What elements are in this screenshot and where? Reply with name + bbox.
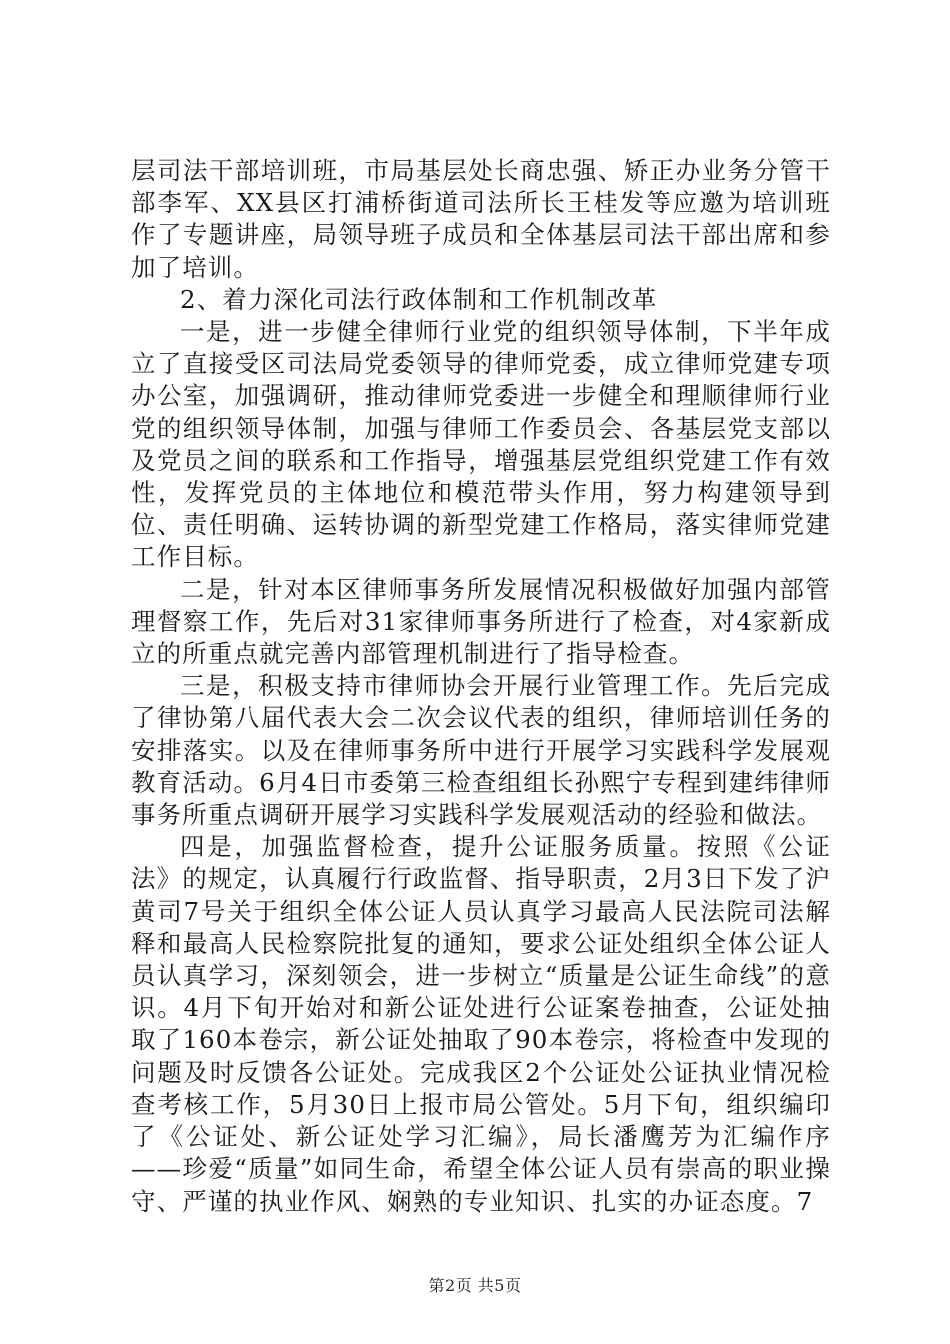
paragraph-item-one: 一是，进一步健全律师行业党的组织领导体制，下半年成立了直接受区司法局党委领导的律师党委，成立律师党建专项办公室，加强调研，推动律师党委进一步健全和理顺律师行业党的组织领导体制，加强与律师工作委员会、各基层党支部以及党员之间的联系和工作指导，增强基层党组织党建工作有效性，发挥党员的主体地位和模范带头作用，努力构建领导到位、责任明确、运转协调的新型党建工作格局，落实律师党建工作目标。 xyxy=(131,317,831,572)
paragraph-item-two: 二是，针对本区律师事务所发展情况积极做好加强内部管理督察工作，先后对31家律师事务所进行了检查，对4家新成立的所重点就完善内部管理机制进行了指导检查。 xyxy=(131,574,831,669)
section-heading: 2、着力深化司法行政体制和工作机制改革 xyxy=(180,284,658,314)
paragraph-continuation: 层司法干部培训班，市局基层处长商忠强、矫正办业务分管干部李军、XX县区打浦桥街道司法所长王桂发等应邀为培训班作了专题讲座，局领导班子成员和全体基层司法干部出席和参加了培训。 xyxy=(131,156,831,282)
paragraph-item-four: 四是，加强监督检查，提升公证服务质量。按照《公证法》的规定，认真履行行政监督、指导职责，2月3日下发了沪黄司7号关于组织全体公证人员认真学习最高人民法院司法解释和最高人民检察院批复的通知，要求公证处组织全体公证人员认真学习，深刻领会，进一步树立“质量是公证生命线”的意识。4月下旬开始对和新公证处进行公证案卷抽查，公证处抽取了160本卷宗，新公证处抽取了90本卷宗，将检查中发现的问题及时反馈各公证处。完成我区2个公证处公证执业情况检查考核工作，5月30日上报市局公管处。5月下旬，组织编印了《公证处、新公证处学习汇编》，局长潘鹰芳为汇编作序——珍爱“质量”如同生命，希望全体公证人员有崇高的职业操守、严谨的执业作风、娴熟的专业知识、扎实的办证态度。7 xyxy=(131,832,831,1216)
paragraph-item-three: 三是，积极支持市律师协会开展行业管理工作。先后完成了律协第八届代表大会二次会议代表的组织，律师培训任务的安排落实。以及在律师事务所中进行开展学习实践科学发展观教育活动。6月4日市委第三检查组组长孙熙宁专程到建纬律师事务所重点调研开展学习实践科学发展观活动的经验和做法。 xyxy=(131,671,831,830)
page-number-footer: 第2页 共5页 xyxy=(428,1276,522,1295)
document-body xyxy=(131,155,831,1218)
